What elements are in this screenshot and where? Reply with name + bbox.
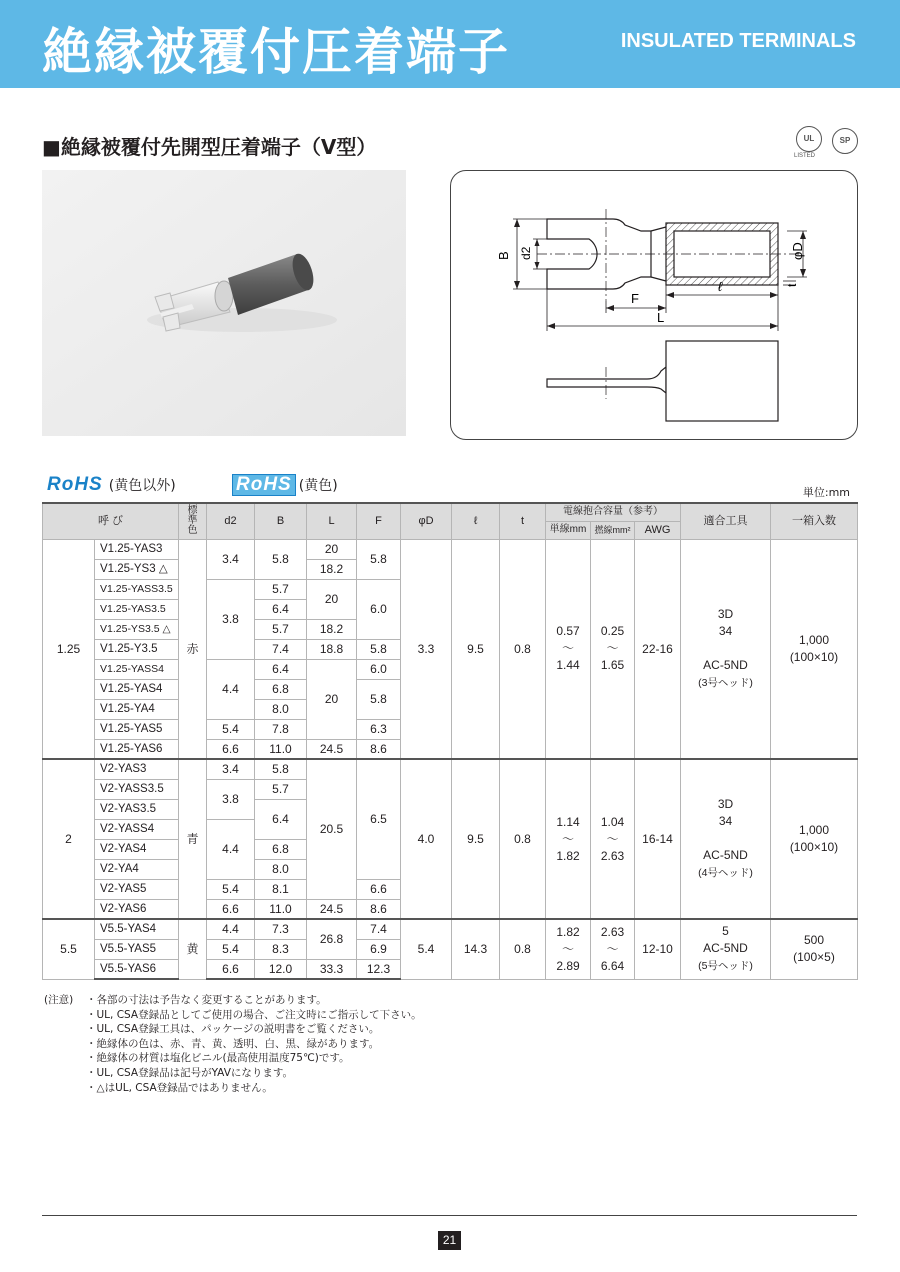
model-cell: V2-YAS6 <box>95 899 179 919</box>
single-max: 1.82 <box>556 848 580 863</box>
f-cell: 6.3 <box>357 719 401 739</box>
t-1-25: 0.8 <box>500 539 546 759</box>
f-cell: 8.6 <box>357 899 401 919</box>
rohs-note-1: (黄色以外) <box>108 478 176 494</box>
ul-listed-logo <box>796 126 822 152</box>
awg-1-25: 22-16 <box>635 539 681 759</box>
d2-cell: 5.4 <box>207 879 255 899</box>
stranded-max: 6.64 <box>600 958 625 973</box>
stranded-sep: 〜 <box>606 831 619 846</box>
header-t: t <box>500 503 546 539</box>
header-single: 単線mm <box>546 521 591 539</box>
ul-listed-caption: LISTED <box>794 153 816 159</box>
dim-label-phid: φD <box>790 242 805 260</box>
l-cell: 24.5 <box>307 739 357 759</box>
phid-2: 4.0 <box>401 759 452 919</box>
model-cell: V1.25-YA4 <box>95 699 179 719</box>
qty-line: 500 <box>803 933 825 948</box>
l-cell: 33.3 <box>307 959 357 979</box>
terminal-photo-illustration <box>42 170 406 436</box>
l-cell: 18.2 <box>307 559 357 579</box>
header-awg: AWG <box>635 521 681 539</box>
stranded-1-25 <box>591 539 635 759</box>
d2-cell: 5.4 <box>207 939 255 959</box>
t-2: 0.8 <box>500 759 546 919</box>
d2-cell: 3.4 <box>207 759 255 779</box>
model-cell: V1.25-YASS4 <box>95 659 179 679</box>
rohs-label-1 <box>44 474 176 496</box>
f-cell: 6.0 <box>357 579 401 639</box>
model-cell: V1.25-YAS3 <box>95 539 179 559</box>
dim-label-f: F <box>631 291 639 306</box>
dim-label-b: B <box>496 251 511 260</box>
single-max: 1.44 <box>556 658 580 673</box>
unit-label: 単位:mm <box>802 486 850 499</box>
header-l: L <box>307 503 357 539</box>
note-item: ・絶縁体の色は、赤、青、黄、透明、白、黒、緑があります。 <box>86 1037 380 1050</box>
model-cell: V1.25-YAS6 <box>95 739 179 759</box>
b-cell: 5.7 <box>255 579 307 599</box>
table-row <box>43 919 858 939</box>
dimension-drawing <box>450 170 858 440</box>
tool-line: AC-5ND <box>703 941 748 956</box>
tool-line: 3D <box>717 797 734 811</box>
b-cell: 6.4 <box>255 659 307 679</box>
b-cell: 5.7 <box>255 619 307 639</box>
model-cell: V1.25-YAS3.5 <box>95 599 179 619</box>
qty-line: (100×5) <box>793 950 835 965</box>
note-item: ・UL, CSA登録品としてご使用の場合、ご注文時にご指示して下さい。 <box>86 1008 422 1021</box>
model-cell: V1.25-YS3 △ <box>95 559 179 579</box>
tool-2 <box>681 759 771 919</box>
note-item: ・△はUL, CSA登録品ではありません。 <box>86 1081 273 1094</box>
model-cell: V2-YASS4 <box>95 819 179 839</box>
b-cell: 8.0 <box>255 859 307 879</box>
b-cell: 5.8 <box>255 759 307 779</box>
header-d2: d2 <box>207 503 255 539</box>
model-cell: V1.25-YASS3.5 <box>95 579 179 599</box>
stranded-min: 0.25 <box>600 624 625 639</box>
f-cell: 5.8 <box>357 679 401 719</box>
l-cell: 20.5 <box>307 759 357 899</box>
dim-label-t: t <box>785 283 799 287</box>
rohs-badge-1: RoHS <box>47 474 103 495</box>
tool-5-5 <box>681 919 771 979</box>
single-max: 2.89 <box>556 958 580 973</box>
header-f: F <box>357 503 401 539</box>
l-cell: 26.8 <box>307 919 357 959</box>
single-min: 0.57 <box>556 624 580 639</box>
table-row <box>43 539 858 559</box>
model-cell: V5.5-YAS5 <box>95 939 179 959</box>
tool-line: 34 <box>718 814 733 828</box>
t-5-5: 0.8 <box>500 919 546 979</box>
stranded-max: 2.63 <box>600 848 625 863</box>
l-cell: 20 <box>307 579 357 619</box>
tool-line: (5号ヘッド) <box>698 960 753 973</box>
stranded-max: 1.65 <box>600 658 625 673</box>
tool-line: 5 <box>722 924 729 939</box>
header-banner <box>0 0 900 88</box>
single-sep: 〜 <box>561 941 574 956</box>
header-phid: φD <box>401 503 452 539</box>
d2-cell: 5.4 <box>207 719 255 739</box>
section-title: ■絶縁被覆付先開型圧着端子（V型） <box>42 135 377 159</box>
csa-logo <box>832 128 858 154</box>
dimension-drawing-svg <box>451 171 858 440</box>
header-tool: 適合工具 <box>681 503 771 539</box>
qty-5-5 <box>771 919 858 979</box>
model-cell: V5.5-YAS6 <box>95 959 179 979</box>
f-cell: 12.3 <box>357 959 401 979</box>
l-cell: 18.8 <box>307 639 357 659</box>
d2-cell: 4.4 <box>207 659 255 719</box>
f-cell: 6.9 <box>357 939 401 959</box>
tool-line: 34 <box>718 623 733 638</box>
f-cell: 6.6 <box>357 879 401 899</box>
table-header-row-1 <box>43 503 858 521</box>
l-cell: 20 <box>307 539 357 559</box>
awg-2: 16-14 <box>635 759 681 919</box>
single-2 <box>546 759 591 919</box>
qty-1-25 <box>771 539 858 759</box>
single-1-25 <box>546 539 591 759</box>
color-5-5: 黄 <box>179 919 207 979</box>
notes <box>44 993 422 1095</box>
b-cell: 7.4 <box>255 639 307 659</box>
header-l-small: ℓ <box>452 503 500 539</box>
b-cell: 6.4 <box>255 799 307 839</box>
b-cell: 11.0 <box>255 739 307 759</box>
model-cell: V5.5-YAS4 <box>95 919 179 939</box>
qty-2 <box>771 759 858 919</box>
model-cell: V1.25-YS3.5 △ <box>95 619 179 639</box>
b-cell: 8.0 <box>255 699 307 719</box>
l-cell: 24.5 <box>307 899 357 919</box>
d2-cell: 6.6 <box>207 959 255 979</box>
phid-1-25: 3.3 <box>401 539 452 759</box>
header-qty: 一箱入数 <box>771 503 858 539</box>
single-sep: 〜 <box>561 831 574 846</box>
qty-line: 1,000 <box>798 823 830 837</box>
d2-cell: 3.8 <box>207 779 255 819</box>
f-cell: 7.4 <box>357 919 401 939</box>
d2-cell: 3.4 <box>207 539 255 579</box>
header-color: 標準色 <box>179 503 207 539</box>
d2-cell: 3.8 <box>207 579 255 659</box>
page-title-en: INSULATED TERMINALS <box>620 30 856 52</box>
spec-table <box>42 502 858 980</box>
stranded-sep: 〜 <box>606 941 619 956</box>
stranded-sep: 〜 <box>606 641 619 656</box>
b-cell: 8.1 <box>255 879 307 899</box>
note-item: ・絶縁体の材質は塩化ビニル(最高使用温度75℃)です。 <box>86 1052 350 1065</box>
size-2: 2 <box>43 759 95 919</box>
table-row <box>43 759 858 779</box>
qty-line: (100×10) <box>789 649 839 664</box>
f-cell: 5.8 <box>357 539 401 579</box>
page-number: 21 <box>438 1231 461 1250</box>
size-1-25: 1.25 <box>43 539 95 759</box>
l-cell: 18.2 <box>307 619 357 639</box>
csa-logo-text: SP <box>839 136 851 145</box>
note-item: ・UL, CSA登録品は記号がYAVになります。 <box>86 1066 294 1079</box>
model-cell: V2-YASS3.5 <box>95 779 179 799</box>
b-cell: 12.0 <box>255 959 307 979</box>
note-item: ・各部の寸法は予告なく変更することがあります。 <box>86 994 327 1006</box>
model-cell: V2-YAS5 <box>95 879 179 899</box>
f-cell: 8.6 <box>357 739 401 759</box>
lsmall-5-5: 14.3 <box>452 919 500 979</box>
tool-line: AC-5ND <box>703 848 748 862</box>
stranded-min: 1.04 <box>600 814 625 829</box>
b-cell: 8.3 <box>255 939 307 959</box>
dim-label-d2: d2 <box>519 246 533 260</box>
tool-line: 3D <box>717 606 734 621</box>
b-cell: 5.7 <box>255 779 307 799</box>
header-stranded: 撚線mm² <box>591 521 635 539</box>
single-min: 1.82 <box>556 924 580 939</box>
lsmall-1-25: 9.5 <box>452 539 500 759</box>
f-cell: 6.0 <box>357 659 401 679</box>
model-cell: V2-YAS3.5 <box>95 799 179 819</box>
tool-1-25 <box>681 539 771 759</box>
model-cell: V1.25-YAS4 <box>95 679 179 699</box>
tool-line: (4号ヘッド) <box>698 867 753 879</box>
header-b: B <box>255 503 307 539</box>
stranded-2 <box>591 759 635 919</box>
b-cell: 6.8 <box>255 679 307 699</box>
d2-cell: 4.4 <box>207 919 255 939</box>
model-cell: V1.25-YAS5 <box>95 719 179 739</box>
model-cell: V2-YAS3 <box>95 759 179 779</box>
model-cell: V2-YAS4 <box>95 839 179 859</box>
b-cell: 7.3 <box>255 919 307 939</box>
single-min: 1.14 <box>556 814 580 829</box>
dim-label-l-small: ℓ <box>718 279 723 294</box>
qty-line: (100×10) <box>789 840 839 854</box>
d2-cell: 4.4 <box>207 819 255 879</box>
dim-label-l-total: L <box>657 310 665 325</box>
model-cell: V1.25-Y3.5 <box>95 639 179 659</box>
b-cell: 11.0 <box>255 899 307 919</box>
size-5-5: 5.5 <box>43 919 95 979</box>
color-1-25: 赤 <box>179 539 207 759</box>
phid-5-5: 5.4 <box>401 919 452 979</box>
l-cell: 20 <box>307 659 357 739</box>
b-cell: 7.8 <box>255 719 307 739</box>
model-cell: V2-YA4 <box>95 859 179 879</box>
stranded-5-5 <box>591 919 635 979</box>
f-cell: 6.5 <box>357 759 401 879</box>
footer-divider <box>42 1215 857 1216</box>
rohs-badge-2: RoHS <box>232 474 296 496</box>
product-photo <box>42 170 406 436</box>
single-sep: 〜 <box>561 641 574 656</box>
lsmall-2: 9.5 <box>452 759 500 919</box>
page-title: 絶縁被覆付圧着端子 <box>42 23 510 81</box>
rohs-label-2 <box>232 474 338 496</box>
rohs-note-2: (黄色) <box>298 478 338 494</box>
b-cell: 6.8 <box>255 839 307 859</box>
tool-line: (3号ヘッド) <box>698 676 753 689</box>
color-2: 青 <box>179 759 207 919</box>
b-cell: 6.4 <box>255 599 307 619</box>
stranded-min: 2.63 <box>600 924 625 939</box>
d2-cell: 6.6 <box>207 739 255 759</box>
single-5-5 <box>546 919 591 979</box>
notes-label: (注意) <box>44 994 74 1006</box>
d2-cell: 6.6 <box>207 899 255 919</box>
b-cell: 5.8 <box>255 539 307 579</box>
qty-line: 1,000 <box>798 632 830 647</box>
awg-5-5: 12-10 <box>635 919 681 979</box>
ul-logo-text: UL <box>803 134 815 143</box>
note-item: ・UL, CSA登録工具は、パッケージの説明書をご覧ください。 <box>86 1023 380 1036</box>
f-cell: 5.8 <box>357 639 401 659</box>
header-capacity: 電線抱合容量（参考） <box>546 503 681 521</box>
tool-line: AC-5ND <box>703 657 748 672</box>
header-name: 呼 び <box>43 503 179 539</box>
